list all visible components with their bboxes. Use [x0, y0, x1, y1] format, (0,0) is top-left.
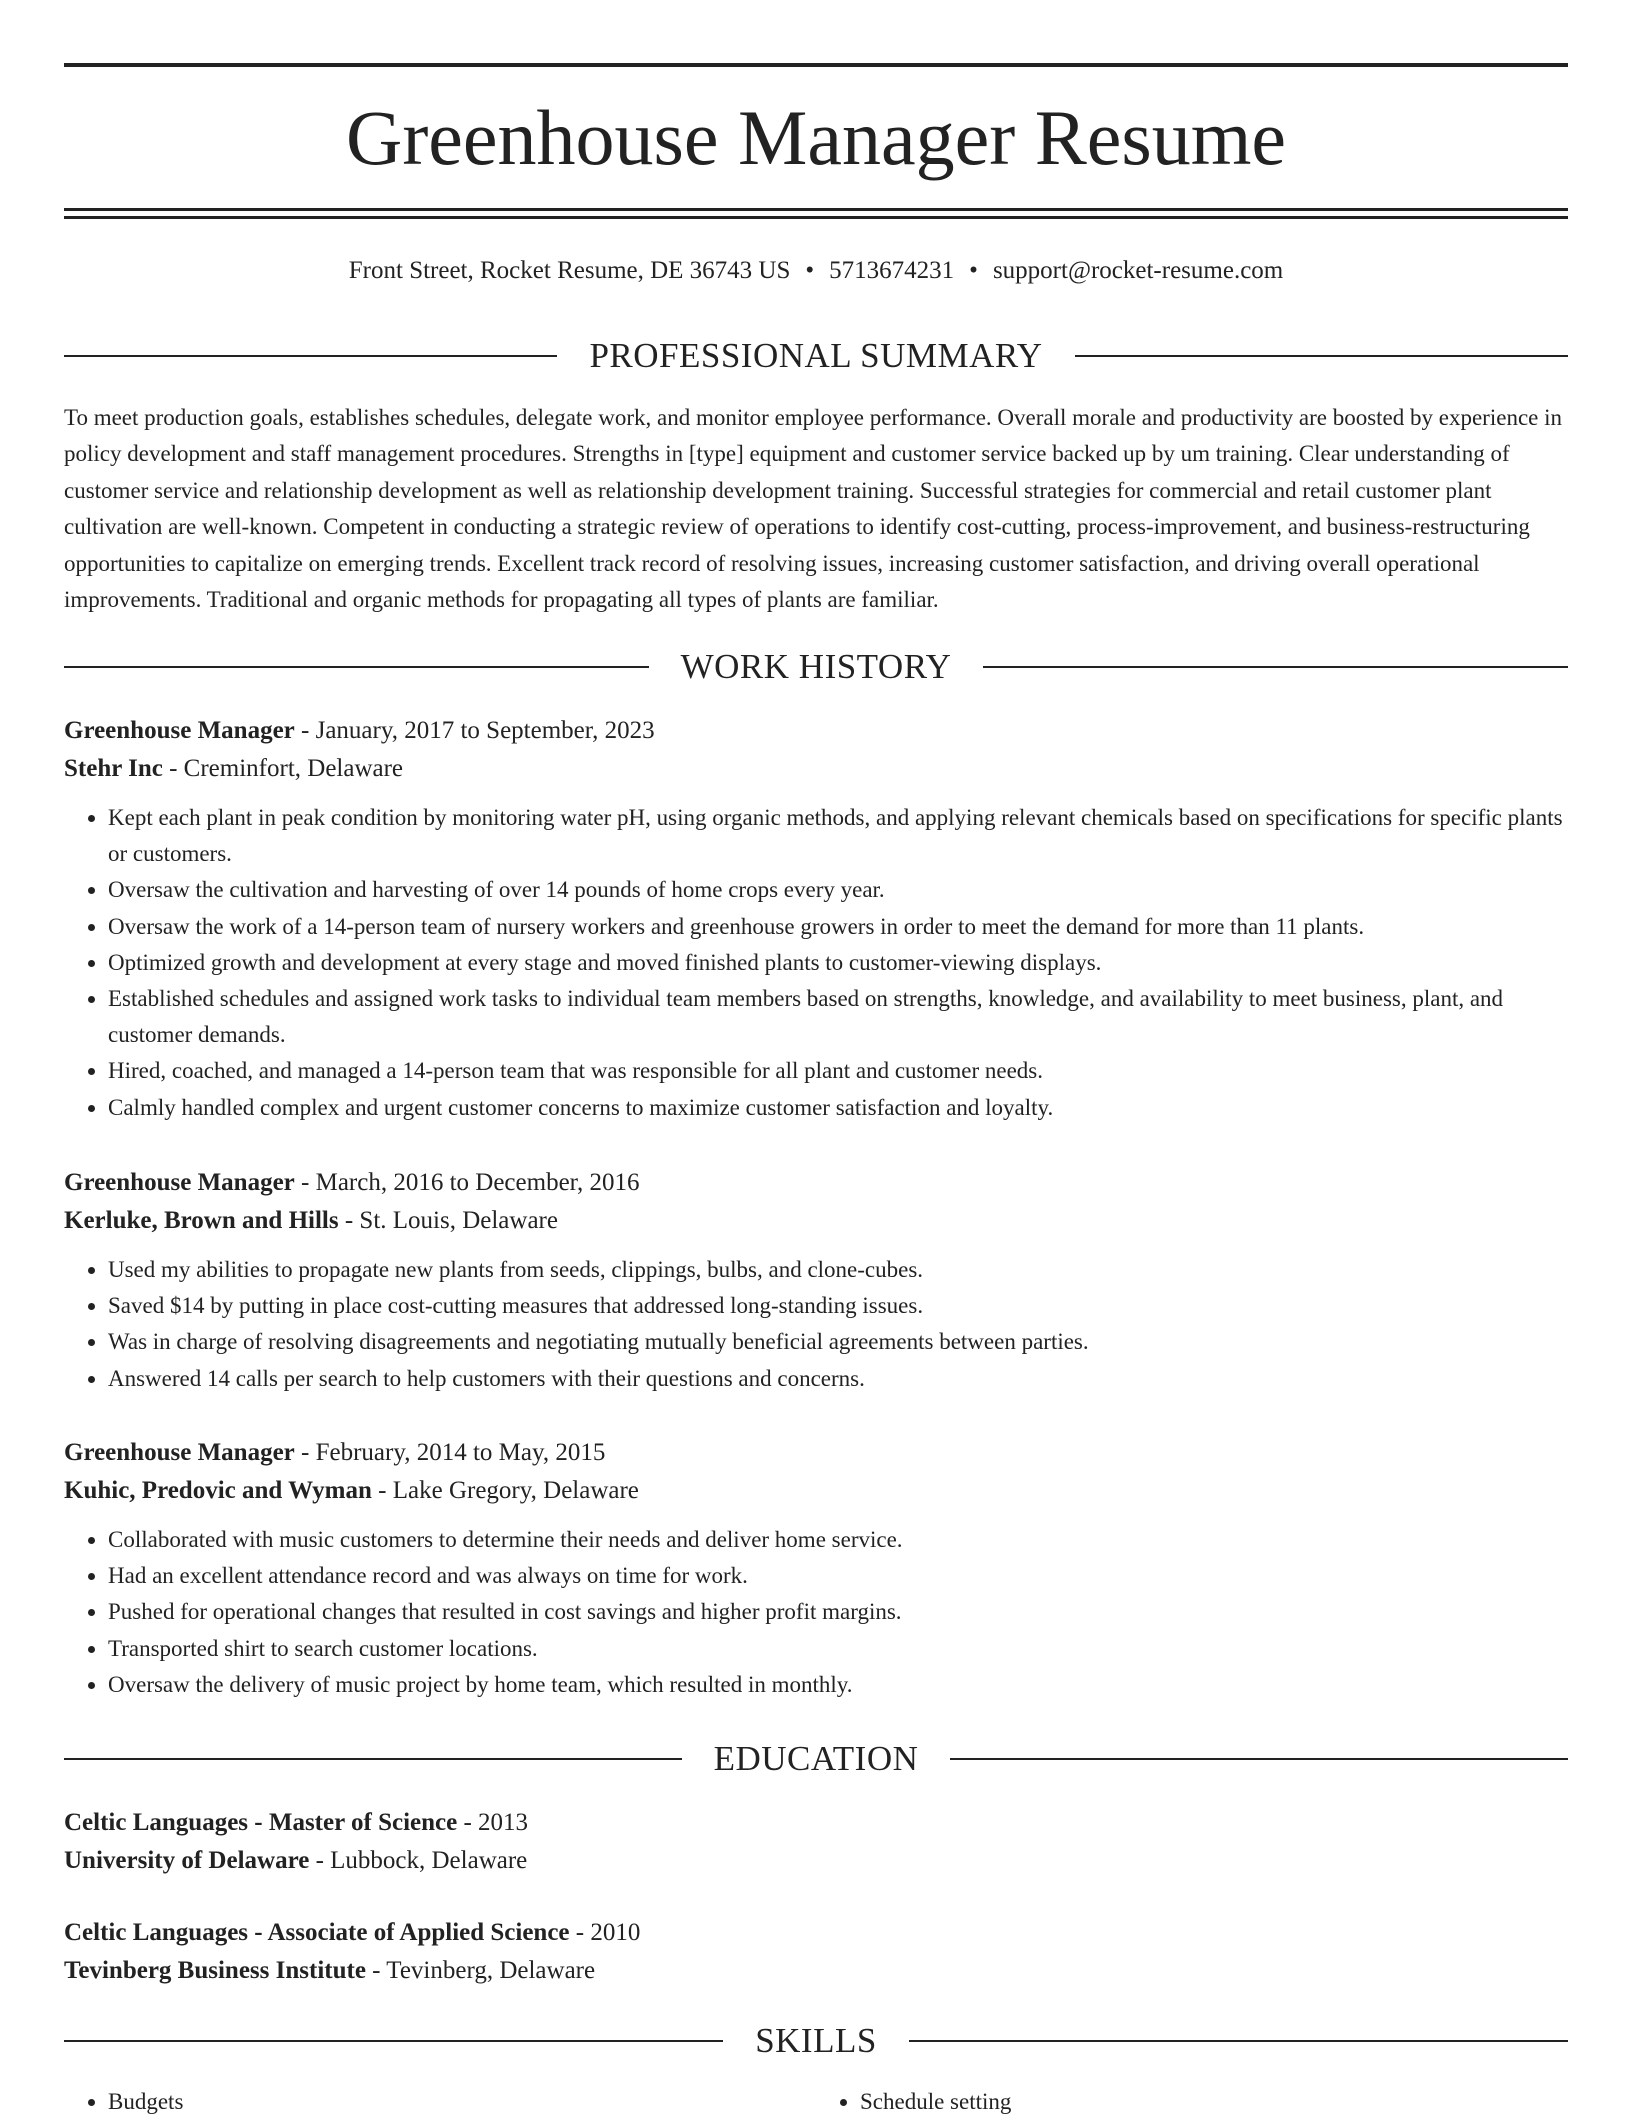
education-degree-line: [64, 1804, 1568, 1842]
job-location: - Lake Gregory, Delaware: [371, 1477, 639, 1504]
job-title: Greenhouse Manager: [64, 1169, 295, 1196]
list-item: • Had an excellent attendance record and was always on time for work.: [108, 1558, 1568, 1594]
job-title: Greenhouse Manager: [64, 1439, 295, 1466]
education-school-line: [64, 1952, 1568, 1990]
job-title: Greenhouse Manager: [64, 717, 295, 744]
list-item: • Oversaw the work of a 14-person team of nursery workers and greenhouse growers in order to meet the demand for more than 11 plants.: [108, 909, 1568, 945]
list-item: • Established schedules and assigned work tasks to individual team members based on strengths, knowledge, and availability to meet business, plant, and customer demands.: [108, 981, 1568, 1053]
list-item: • Collaborated with music customers to determine their needs and deliver home service.: [108, 1522, 1568, 1558]
list-item: • Used my abilities to propagate new plants from seeds, clippings, bulbs, and clone-cubes.: [108, 1252, 1568, 1288]
skill-item: • Budgets: [108, 2084, 816, 2120]
list-item: • Optimized growth and development at every stage and moved finished plants to customer-viewing displays.: [108, 945, 1568, 981]
heading-rule-right: [909, 2040, 1568, 2042]
education-school: University of Delaware: [64, 1847, 310, 1874]
job-dates: - February, 2014 to May, 2015: [294, 1439, 606, 1466]
job-title-line: [64, 1434, 1568, 1472]
summary-paragraph: To meet production goals, establishes schedules, delegate work, and monitor employee performance. Overall morale and productivity are boosted by experience in policy development and staff management procedures. Strengths in [type] equipment and customer service backed up by um training. Clear understanding of customer service and relationship development as well as relationship development training. Successful strategies for commercial and retail customer plant cultivation are well-known. Competent in conducting a strategic review of operations to identify cost-cutting, process-improvement, and business-restructuring opportunities to capitalize on emerging trends. Excellent track record of resolving issues, increasing customer satisfaction, and driving overall operational improvements. Traditional and organic methods for propagating all types of plants are familiar.: [64, 405, 1562, 613]
list-item: • Answered 14 calls per search to help customers with their questions and concerns.: [108, 1361, 1568, 1397]
contact-separator: •: [805, 257, 815, 284]
education-year: - 2013: [457, 1809, 529, 1836]
job-bullets: [64, 1522, 1568, 1703]
list-item: • Oversaw the delivery of music project by home team, which resulted in monthly.: [108, 1667, 1568, 1703]
education-location: - Lubbock, Delaware: [309, 1847, 528, 1874]
contact-address: Front Street, Rocket Resume, DE 36743 US: [348, 257, 791, 284]
skill-item: • Schedule setting: [860, 2084, 1568, 2120]
list-item: • Kept each plant in peak condition by monitoring water pH, using organic methods, and applying relevant chemicals based on specifications for specific plants or customers.: [108, 800, 1568, 872]
heading-rule-left: [64, 2040, 723, 2042]
job-dates: - March, 2016 to December, 2016: [294, 1169, 640, 1196]
job-dates: - January, 2017 to September, 2023: [294, 717, 655, 744]
job-company: Stehr Inc: [64, 755, 163, 782]
contact-line: [64, 254, 1568, 288]
job-location: - St. Louis, Delaware: [338, 1207, 558, 1234]
job-company-line: [64, 1202, 1568, 1240]
page-title: Greenhouse Manager Resume: [346, 94, 1286, 181]
section-title: SKILLS: [755, 2021, 877, 2060]
section-heading-summary: [64, 334, 1568, 378]
section-heading-education: [64, 1737, 1568, 1781]
education-degree: Celtic Languages - Master of Science: [64, 1809, 458, 1836]
heading-rule-right: [1075, 355, 1568, 357]
job-entry: [64, 1164, 1568, 1397]
section-title: WORK HISTORY: [680, 647, 952, 686]
job-entry: [64, 1434, 1568, 1703]
education-location: - Tevinberg, Delaware: [365, 1957, 596, 1984]
title-rule-upper: [64, 208, 1568, 211]
list-item: • Transported shirt to search customer locations.: [108, 1631, 1568, 1667]
education-entry: [64, 1914, 1568, 1990]
job-bullets: [64, 800, 1568, 1126]
heading-rule-right: [950, 1758, 1568, 1760]
contact-separator: •: [969, 257, 978, 284]
section-heading-skills: [64, 2019, 1568, 2063]
job-company: Kuhic, Predovic and Wyman: [64, 1477, 372, 1504]
top-rule: [64, 63, 1568, 67]
skills-column-left: [64, 2084, 816, 2120]
list-item: • Oversaw the cultivation and harvesting of over 14 pounds of home crops every year.: [108, 872, 1568, 908]
job-company-line: [64, 750, 1568, 788]
education-degree: Celtic Languages - Associate of Applied Science: [64, 1919, 570, 1946]
skills-column-right: [816, 2084, 1568, 2120]
section-title: EDUCATION: [713, 1739, 919, 1778]
job-company-line: [64, 1472, 1568, 1510]
section-heading-work-history: [64, 645, 1568, 689]
section-title: PROFESSIONAL SUMMARY: [589, 336, 1043, 375]
list-item: • Hired, coached, and managed a 14-person team that was responsible for all plant and customer needs.: [108, 1053, 1568, 1089]
heading-rule-left: [64, 355, 557, 357]
title-rule-lower: [64, 216, 1568, 219]
education-school: Tevinberg Business Institute: [64, 1957, 366, 1984]
heading-rule-left: [64, 666, 649, 668]
job-title-line: [64, 712, 1568, 750]
list-item: • Was in charge of resolving disagreements and negotiating mutually beneficial agreements between parties.: [108, 1324, 1568, 1360]
education-school-line: [64, 1842, 1568, 1880]
list-item: • Pushed for operational changes that resulted in cost savings and higher profit margins.: [108, 1594, 1568, 1630]
education-year: - 2010: [569, 1919, 641, 1946]
job-title-line: [64, 1164, 1568, 1202]
contact-email: support@rocket-resume.com: [992, 257, 1284, 284]
job-company: Kerluke, Brown and Hills: [64, 1207, 339, 1234]
skills-list: [64, 2084, 1568, 2120]
contact-phone: 5713674231: [829, 257, 955, 284]
list-item: • Saved $14 by putting in place cost-cutting measures that addressed long-standing issues.: [108, 1288, 1568, 1324]
education-entry: [64, 1804, 1568, 1880]
job-bullets: [64, 1252, 1568, 1397]
job-location: - Creminfort, Delaware: [162, 755, 404, 782]
education-degree-line: [64, 1914, 1568, 1952]
heading-rule-right: [983, 666, 1568, 668]
job-entry: [64, 712, 1568, 1126]
list-item: • Calmly handled complex and urgent customer concerns to maximize customer satisfaction and loyalty.: [108, 1090, 1568, 1126]
heading-rule-left: [64, 1758, 682, 1760]
